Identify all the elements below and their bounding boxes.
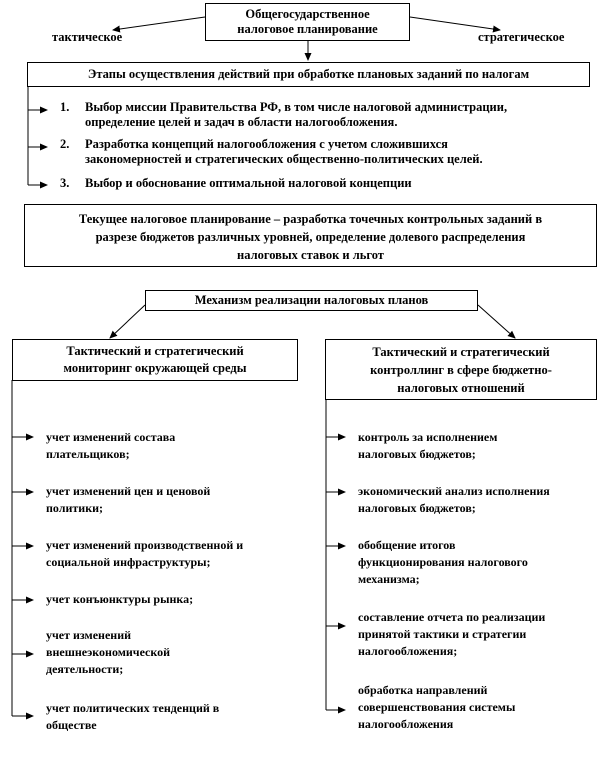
monitoring-line2: мониторинг окружающей среды xyxy=(63,361,247,375)
arrow-to-monitoring xyxy=(110,305,145,338)
right-item-3 xyxy=(358,537,608,588)
left-item-5-line1: учет изменений xyxy=(46,628,132,642)
left-item-1-line2: плательщиков; xyxy=(46,447,130,461)
national-tax-planning-box xyxy=(205,3,410,41)
tactical-label: тактическое xyxy=(52,30,123,44)
left-item-2-line2: политики; xyxy=(46,501,104,515)
left-item-1-line1: учет изменений состава xyxy=(46,430,176,444)
right-item-1-line1: контроль за исполнением xyxy=(358,430,498,444)
right-item-3-line3: механизма; xyxy=(358,572,420,586)
stage-1 xyxy=(60,100,600,130)
national-tax-planning-line2: налоговое планирование xyxy=(237,22,378,36)
right-item-5-line3: налогообложения xyxy=(358,717,454,731)
stage-1-line2: определение целей и задач в области налогообложения. xyxy=(85,115,398,129)
arrow-to-strategic xyxy=(410,17,500,30)
right-item-5-line2: совершенствования системы xyxy=(358,700,516,714)
right-item-3-line1: обобщение итогов xyxy=(358,538,456,552)
left-item-3-line1: учет изменений производственной и xyxy=(46,538,244,552)
stages-header-box xyxy=(27,62,590,87)
current-planning-line2: разрезе бюджетов различных уровней, определение долевого распределения xyxy=(95,230,526,244)
left-item-4 xyxy=(46,591,306,608)
left-item-5-line2: внешнеэкономической xyxy=(46,645,171,659)
controlling-box xyxy=(325,339,597,400)
left-item-6-line1: учет политических тенденций в xyxy=(46,701,220,715)
arrow-to-tactical xyxy=(113,17,205,30)
current-planning-line1: Текущее налоговое планирование – разработка точечных контрольных заданий в xyxy=(78,212,543,226)
right-item-4-line1: составление отчета по реализации xyxy=(358,610,546,624)
left-item-5-line3: деятельности; xyxy=(46,662,124,676)
left-item-6 xyxy=(46,700,306,734)
right-item-2-line2: налоговых бюджетов; xyxy=(358,501,476,515)
stage-2-line1: Разработка концепций налогообложения с учетом сложившихся xyxy=(85,137,448,151)
stage-2-line2: закономерностей и стратегических общественно-политических целей. xyxy=(85,152,483,166)
left-item-2 xyxy=(46,483,306,517)
strategic-label: стратегическое xyxy=(478,30,565,44)
stage-3 xyxy=(60,176,600,191)
right-item-3-line2: функционирования налогового xyxy=(358,555,528,569)
right-item-1 xyxy=(358,429,608,463)
right-item-1-line2: налоговых бюджетов; xyxy=(358,447,476,461)
stage-2 xyxy=(60,137,600,167)
stage-1-number: 1. xyxy=(60,100,70,114)
current-planning-line3: налоговых ставок и льгот xyxy=(237,248,384,262)
stage-3-number: 3. xyxy=(60,176,70,190)
left-item-3-line2: социальной инфраструктуры; xyxy=(46,555,211,569)
arrow-to-controlling xyxy=(478,305,515,338)
left-item-2-line1: учет изменений цен и ценовой xyxy=(46,484,211,498)
right-item-2 xyxy=(358,483,608,517)
controlling-line3: налоговых отношений xyxy=(397,381,525,395)
right-item-4 xyxy=(358,609,608,660)
monitoring-line1: Тактический и стратегический xyxy=(66,344,244,358)
stages-header-text: Этапы осуществления действий при обработке плановых заданий по налогам xyxy=(87,67,530,81)
mechanism-box xyxy=(145,290,478,311)
left-item-5 xyxy=(46,627,306,678)
current-planning-box xyxy=(24,204,597,267)
mechanism-title: Механизм реализации налоговых планов xyxy=(194,293,429,307)
left-item-4-line1: учет конъюнктуры рынка; xyxy=(46,592,194,606)
right-item-5 xyxy=(358,682,608,733)
right-item-4-line3: налогообложения; xyxy=(358,644,458,658)
right-item-4-line2: принятой тактики и стратегии xyxy=(358,627,527,641)
left-item-6-line2: обществе xyxy=(46,718,97,732)
national-tax-planning-line1: Общегосударственное xyxy=(245,7,370,21)
monitoring-box xyxy=(12,339,298,381)
stage-1-line1: Выбор миссии Правительства РФ, в том числе налоговой администрации, xyxy=(85,100,508,114)
right-item-5-line1: обработка направлений xyxy=(358,683,488,697)
stage-3-line1: Выбор и обоснование оптимальной налоговой концепции xyxy=(85,176,412,190)
controlling-line1: Тактический и стратегический xyxy=(372,345,550,359)
stage-2-number: 2. xyxy=(60,137,70,151)
right-item-2-line1: экономический анализ исполнения xyxy=(358,484,550,498)
left-item-1 xyxy=(46,429,306,463)
left-item-3 xyxy=(46,537,311,571)
controlling-line2: контроллинг в сфере бюджетно- xyxy=(370,363,552,377)
